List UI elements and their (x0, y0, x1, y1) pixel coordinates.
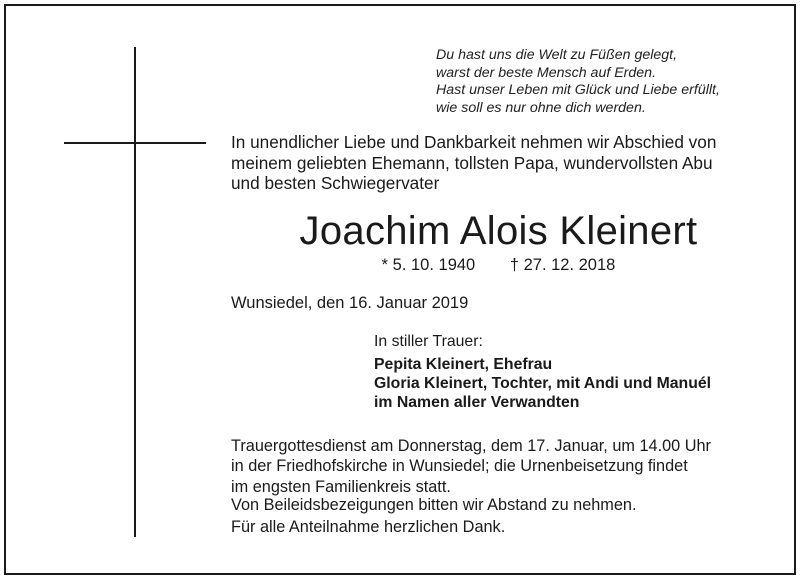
service-line: Trauergottesdienst am Donnerstag, dem 17. Januar, um 14.00 Uhr (231, 437, 711, 455)
mourning-label: In stiller Trauer: (374, 333, 483, 350)
service-line: im engsten Familienkreis statt. (231, 477, 451, 496)
death-date: † 27. 12. 2018 (509, 256, 616, 274)
mourners-block (374, 332, 711, 412)
poem-line: Hast unser Leben mit Glück und Liebe erfüllt, (436, 82, 720, 98)
obituary-notice (4, 4, 796, 575)
mourner-entry: Pepita Kleinert, Ehefrau (374, 356, 553, 373)
closing-notes (231, 494, 637, 538)
closing-line: Von Beileidsbezeigungen bitten wir Abstand zu nehmen. (231, 496, 637, 514)
cross-vertical-bar (134, 47, 136, 537)
poem-line: wie soll es nur ohne dich werden. (436, 99, 646, 116)
deceased-name: Joachim Alois Kleinert (299, 209, 698, 253)
funeral-service-info (231, 436, 711, 497)
poem-line: Du hast uns die Welt zu Füßen gelegt, (436, 47, 678, 63)
poem-line: warst der beste Mensch auf Erden. (436, 64, 657, 81)
closing-line: Für alle Anteilnahme herzlichen Dank. (231, 518, 506, 536)
mourner-entry: im Namen aller Verwandten (374, 394, 580, 411)
life-dates (231, 255, 766, 275)
intro-line: In unendlicher Liebe und Dankbarkeit nehmen wir Abschied von (231, 132, 717, 152)
place-and-date: Wunsiedel, den 16. Januar 2019 (231, 294, 469, 312)
service-line: in der Friedhofskirche in Wunsiedel; die Urnenbeisetzung findet (231, 457, 688, 476)
intro-line: und besten Schwiegervater (231, 173, 440, 193)
memorial-poem (436, 47, 720, 117)
intro-text (231, 132, 716, 194)
intro-line: meinem geliebten Ehemann, tollsten Papa, wundervollsten Abu (231, 152, 713, 173)
mourner-entry: Gloria Kleinert, Tochter, mit Andi und Manuél (374, 375, 712, 392)
cross-horizontal-bar (64, 142, 206, 144)
birth-date: * 5. 10. 1940 (381, 256, 476, 274)
